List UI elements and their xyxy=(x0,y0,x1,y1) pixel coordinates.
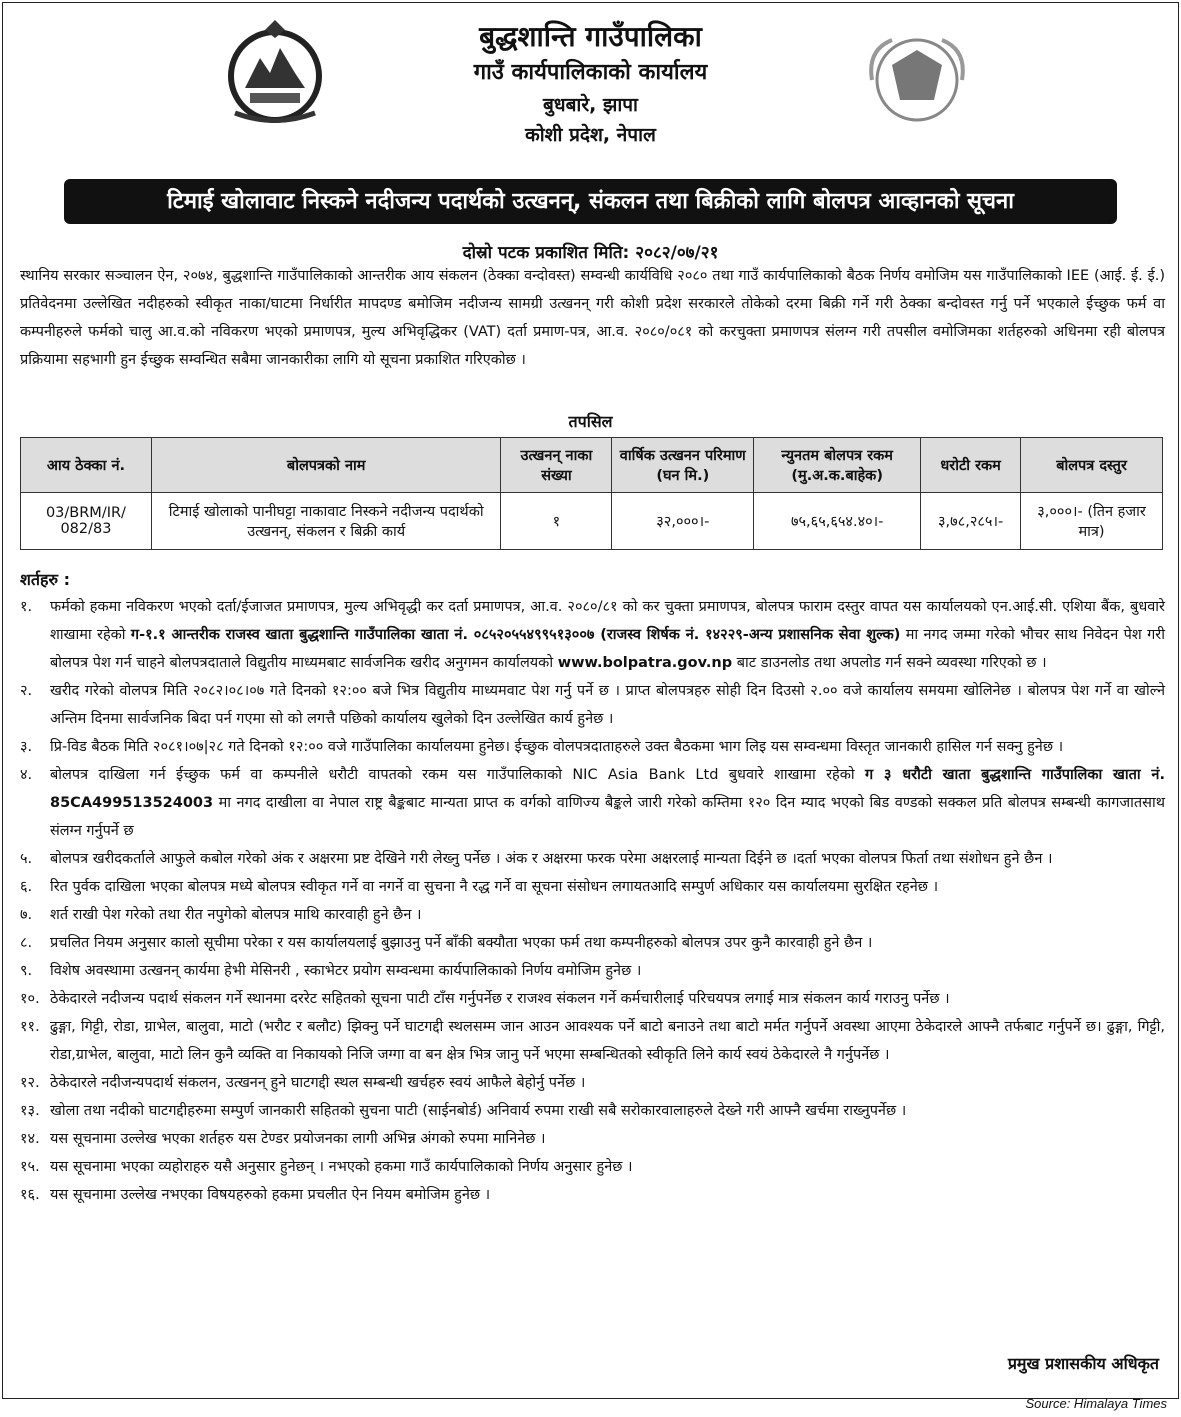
term-text xyxy=(50,1181,1165,1209)
intro-paragraph: स्थानिय सरकार सञ्चालन ऐन, २०७४, बुद्धशान्ति गाउँपालिकाको आन्तरीक आय संकलन (ठेक्का वन्दोवस्त) सम्वन्धी कार्यविधि २०८० तथा गाउँ कार्यपालिकाको बैठक निर्णय वमोजिम यस गाउँपालिकाको IEE (आई. ई. ई.) प्रतिवेदनमा उल्लेखित नदीहरुको स्वीकृत नाका/घाटमा निर्धारीत मापदण्ड बमोजिम नदीजन्य सामग्री उत्खनन् गरी कोशी प्रदेश सरकारले तोकेको दरमा बिक्री गर्ने गरी ठेक्का बन्दोवस्त गर्नु पर्ने भएकाले ईच्छुक फर्म वा कम्पनीहरुले फर्मको चालु आ.व.को नविकरण भएको प्रमाणपत्र, मुल्य अभिवृद्धिकर (VAT) दर्ता प्रमाण-पत्र, आ.व. २०८०/०८१ को करचुक्ता प्रमाणपत्र संलग्न गरी तपसील वमोजिमका शर्तहरुको अधिनमा रही बोलपत्र प्रक्रियामा सहभागी हुन ईच्छुक सम्वन्धित सबैमा जानकारीका लागि यो सूचना प्रकाशित गरिएकोछ । xyxy=(20,268,1165,368)
term-text xyxy=(50,845,1165,873)
term-segment: विशेष अवस्थामा उत्खनन् कार्यमा हेभी मेसिनरी , स्काभेटर प्रयोग सम्वन्धमा कार्यपालिकाको निर्णय वमोजिम हुनेछ । xyxy=(50,963,642,979)
term-text xyxy=(50,1069,1165,1097)
term-text xyxy=(50,901,1165,929)
term-number: ३. xyxy=(20,739,33,755)
publication-date: दोस्रो पटक प्रकाशित मिति: २०८२/०७/२१ xyxy=(462,243,719,263)
term-item xyxy=(20,1153,1165,1181)
tender-table xyxy=(20,437,1163,550)
term-segment: मा नगद जम्मा गरेको भौचर साथ निवेदन पेश गरी बोलपत्र पेश गर्न चाहने बोलपत्रदाताले विद्युतीय माध्यमबाट सार्वजनिक खरीद अनुगमन कार्यालयको xyxy=(50,627,1165,671)
term-number: १३. xyxy=(20,1103,40,1119)
term-segment: फर्मको हकमा नविकरण भएको दर्ता/ईजाजत प्रमाणपत्र, मुल्य अभिवृद्धी कर दर्ता प्रमाणपत्र, आ.व. २०८०/८१ को कर चुक्ता प्रमाणपत्र, बोलपत्र फाराम दस्तुर वापत यस कार्यालयको एन.आई.सी. एशिया बैंक, बुधवारे शाखामा रहेको xyxy=(50,599,1165,643)
term-segment: प्रचलित नियम अनुसार कालो सूचीमा परेका र यस कार्यालयलाई बुझाउनु पर्ने बाँकी बक्यौता भएका फर्म तथा कम्पनीहरुको बोलपत्र उपर कुनै कारवाही हुने छैन । xyxy=(50,935,873,951)
term-segment: ढुङ्गा, गिट्टी, रोडा, ग्राभेल, बालुवा, माटो (भरौट र बलौट) झिक्नु पर्ने घाटगद्दी स्थलसम्म जान आउन आवश्यक पर्ने बाटो बनाउने तथा बाटो मर्मत गर्नुपर्ने अवस्था आएमा ठेकेदारले आफ्नै तर्फबाट गर्नुपर्ने छ। ढुङ्गा, गिट्टी, रोडा,ग्राभेल, बालुवा, माटो लिन कुनै व्यक्ति वा निकायको निजि जग्गा वा बन क्षेत्र भित्र जानु पर्ने भएमा सम्बन्धितको स्वीकृति लिने कार्य स्वयं ठेकेदारले नै गर्नुपर्नेछ । xyxy=(50,1019,1165,1063)
term-item xyxy=(20,957,1165,985)
term-item xyxy=(20,873,1165,901)
term-number: ७. xyxy=(20,907,33,923)
term-highlight: ग ३ धरौटी खाता बुद्धशान्ति गाउँपालिका खाता नं. 85CA499513524003 xyxy=(50,767,1165,811)
term-segment: बोलपत्र दाखिला गर्न ईच्छुक फर्म वा कम्पनीले धरौटी वापतको रकम यस गाउँपालिकाको NIC Asia Bank Ltd बुधवारे शाखामा रहेको xyxy=(50,767,865,783)
term-text xyxy=(50,593,1165,677)
notice-title: टिमाई खोलावाट निस्कने नदीजन्य पदार्थको उत्खनन्, संकलन तथा बिक्रीको लागि बोलपत्र आव्हानको सूचना xyxy=(64,179,1117,224)
column-header: उत्खनन् नाका संख्या xyxy=(501,438,612,493)
term-number: ६. xyxy=(20,879,33,895)
term-number: १०. xyxy=(20,991,40,1007)
term-item xyxy=(20,1181,1165,1209)
term-segment: रित पुर्वक दाखिला भएका बोलपत्र मध्ये बोलपत्र स्वीकृत गर्ने वा नगर्ने वा सुचना नै रद्ध गर्ने वा सूचना संसोधन लगायतआदि सम्पुर्ण अधिकार यस कार्यालयमा सुरक्षित रहनेछ । xyxy=(50,879,939,895)
source-credit: Source: Himalaya Times xyxy=(1025,1396,1167,1411)
term-text xyxy=(50,1153,1165,1181)
term-number: १४. xyxy=(20,1131,40,1147)
term-segment: खरीद गरेको वोलपत्र मिति २०८२।०८।०७ गते दिनको १२:०० बजे भित्र विद्युतीय माध्यमवाट पेश गर्नु पर्ने छ । प्राप्त बोलपत्रहरु सोही दिन दिउसो २.०० वजे कार्यालय समयमा खोलिनेछ । बोलपत्र पेश गर्ने वा खोल्ने अन्तिम दिनमा सार्वजनिक बिदा पर्न गएमा सो को लगत्तै पछिको कार्यालय खुलेको दिन उल्लेखित कार्य हुनेछ । xyxy=(50,683,1165,727)
term-text xyxy=(50,1097,1165,1125)
table-title: तपसिल xyxy=(568,412,613,431)
term-text xyxy=(50,677,1165,733)
office-name: गाउँ कार्यपालिकाको कार्यालय xyxy=(473,60,708,85)
table-cell: ७५,६५,६५४.४०।- xyxy=(754,493,921,550)
column-header: बोलपत्रको नाम xyxy=(151,438,501,493)
province: कोशी प्रदेश, नेपाल xyxy=(525,124,656,146)
table-header-row xyxy=(21,438,1163,493)
term-item xyxy=(20,901,1165,929)
term-item xyxy=(20,1125,1165,1153)
term-segment: बोलपत्र खरीदकर्ताले आफुले कबोल गरेको अंक र अक्षरमा प्रष्ट देखिने गरी लेख्नु पर्नेछ । अंक र अक्षरमा फरक परेमा अक्षरलाई मान्यता दिईने छ ।दर्ता भएका वोलपत्र फिर्ता तथा संशोधन हुने छैन । xyxy=(50,851,1053,867)
table-cell: ३,७८,२८५।- xyxy=(921,493,1021,550)
term-segment: खोला तथा नदीको घाटगद्दीहरुमा सम्पुर्ण जानकारी सहितको सुचना पाटी (साईनबोर्ड) अनिवार्य रुपमा राखी सबै सरोकारवालाहरुले देख्ने गरी आफ्नै खर्चमा राख्नुपर्नेछ । xyxy=(50,1103,907,1119)
terms-heading: शर्तहरु : xyxy=(20,570,71,589)
term-number: १. xyxy=(20,599,33,615)
term-number: ५. xyxy=(20,851,33,867)
term-text xyxy=(50,873,1165,901)
office-location: बुधबारे, झापा xyxy=(543,94,638,116)
signatory-title: प्रमुख प्रशासकीय अधिकृत xyxy=(1007,1354,1159,1373)
term-number: ९. xyxy=(20,963,33,979)
term-number: ८. xyxy=(20,935,33,951)
table-cell: ३२,०००।- xyxy=(612,493,754,550)
term-segment: ठेकेदारले नदीजन्य पदार्थ संकलन गर्ने स्थानमा दररेट सहितको सूचना पाटी टाँस गर्नुपर्नेछ र राजश्व संकलन गर्ने कर्मचारीलाई परिचयपत्र लगाई मात्र संकलन कार्य गराउनु पर्नेछ । xyxy=(50,991,950,1007)
term-item xyxy=(20,761,1165,845)
term-item xyxy=(20,677,1165,733)
term-number: १६. xyxy=(20,1187,40,1203)
terms-list xyxy=(20,593,1165,1209)
term-item xyxy=(20,1097,1165,1125)
term-segment: बाट डाउनलोड तथा अपलोड गर्न सक्ने व्यवस्था गरिएको छ । xyxy=(732,655,1047,671)
term-number: १५. xyxy=(20,1159,40,1175)
term-text xyxy=(50,957,1165,985)
term-number: १२. xyxy=(20,1075,40,1091)
term-item xyxy=(20,593,1165,677)
term-text xyxy=(50,761,1165,845)
term-text xyxy=(50,1125,1165,1153)
column-header: वार्षिक उत्खनन परिमाण (घन मि.) xyxy=(612,438,754,493)
term-number: २. xyxy=(20,683,33,699)
term-item xyxy=(20,929,1165,957)
term-text xyxy=(50,1013,1165,1069)
term-number: ११. xyxy=(20,1019,40,1035)
term-item xyxy=(20,1013,1165,1069)
term-segment: मा नगद दाखीला वा नेपाल राष्ट्र बैङ्कबाट मान्यता प्राप्त क वर्गको वाणिज्य बैङ्कले जारी गरेको कम्तिमा १२० दिन म्याद भएको बिड वण्डको सक्कल प्रति बोलपत्र सम्बन्धी कागजातसाथ संलग्न गर्नुपर्ने छ xyxy=(50,795,1165,839)
municipality-name: बुद्धशान्ति गाउँपालिका xyxy=(479,20,702,53)
column-header: बोलपत्र दस्तुर xyxy=(1021,438,1163,493)
term-segment: प्रि-विड बैठक मिति २०८१।०७|२८ गते दिनको १२:०० वजे गाउँपालिका कार्यालयमा हुनेछ। ईच्छुक वोलपत्रदाताहरुले उक्त बैठकमा भाग लिइ यस सम्वन्धमा विस्तृत जानकारी हासिल गर्न सक्नु हुनेछ । xyxy=(50,739,1064,755)
office-header xyxy=(0,18,1181,150)
table-row xyxy=(21,493,1163,550)
term-highlight: www.bolpatra.gov.np xyxy=(557,655,733,671)
column-header: न्युनतम बोलपत्र रकम (मु.अ.क.बाहेक) xyxy=(754,438,921,493)
term-item xyxy=(20,845,1165,873)
term-segment: यस सूचनामा भएका व्यहोराहरु यसै अनुसार हुनेछन् । नभएको हकमा गाउँ कार्यपालिकाको निर्णय अनुसार हुनेछ । xyxy=(50,1159,633,1175)
term-item xyxy=(20,985,1165,1013)
table-cell: 03/BRM/IR/ 082/83 xyxy=(21,493,152,550)
term-segment: यस सूचनामा उल्लेख नभएका विषयहरुको हकमा प्रचलीत ऐन नियम बमोजिम हुनेछ । xyxy=(50,1187,491,1203)
term-item xyxy=(20,1069,1165,1097)
table-cell: १ xyxy=(501,493,612,550)
term-segment: यस सूचनामा उल्लेख भएका शर्तहरु यस टेण्डर प्रयोजनका लागी अभिन्न अंगको रुपमा मानिनेछ । xyxy=(50,1131,546,1147)
column-header: धरोटी रकम xyxy=(921,438,1021,493)
term-text xyxy=(50,733,1165,761)
term-segment: शर्त राखी पेश गरेको तथा रीत नपुगेको बोलपत्र माथि कारवाही हुने छैन । xyxy=(50,907,422,923)
term-number: ४. xyxy=(20,767,33,783)
term-segment: ठेकेदारले नदीजन्यपदार्थ संकलन, उत्खनन् हुने घाटगद्दी स्थल सम्बन्धी खर्चहरु स्वयं आफैले बेहोर्नु पर्नेछ । xyxy=(50,1075,586,1091)
column-header: आय ठेक्का नं. xyxy=(21,438,152,493)
table-cell: ३,०००।- (तिन हजार मात्र) xyxy=(1021,493,1163,550)
term-text xyxy=(50,985,1165,1013)
term-text xyxy=(50,929,1165,957)
term-item xyxy=(20,733,1165,761)
term-highlight: ग-१.१ आन्तरीक राजस्व खाता बुद्धशान्ति गाउँपालिका खाता नं. ०८५२०५५४९९५१३००७ (राजस्व शिर्षक नं. १४२२९-अन्य प्रशासनिक सेवा शुल्क) xyxy=(130,627,901,643)
table-cell: टिमाई खोलाको पानीघट्टा नाकावाट निस्कने नदीजन्य पदार्थको उत्खनन्, संकलन र बिक्री कार्य xyxy=(151,493,501,550)
